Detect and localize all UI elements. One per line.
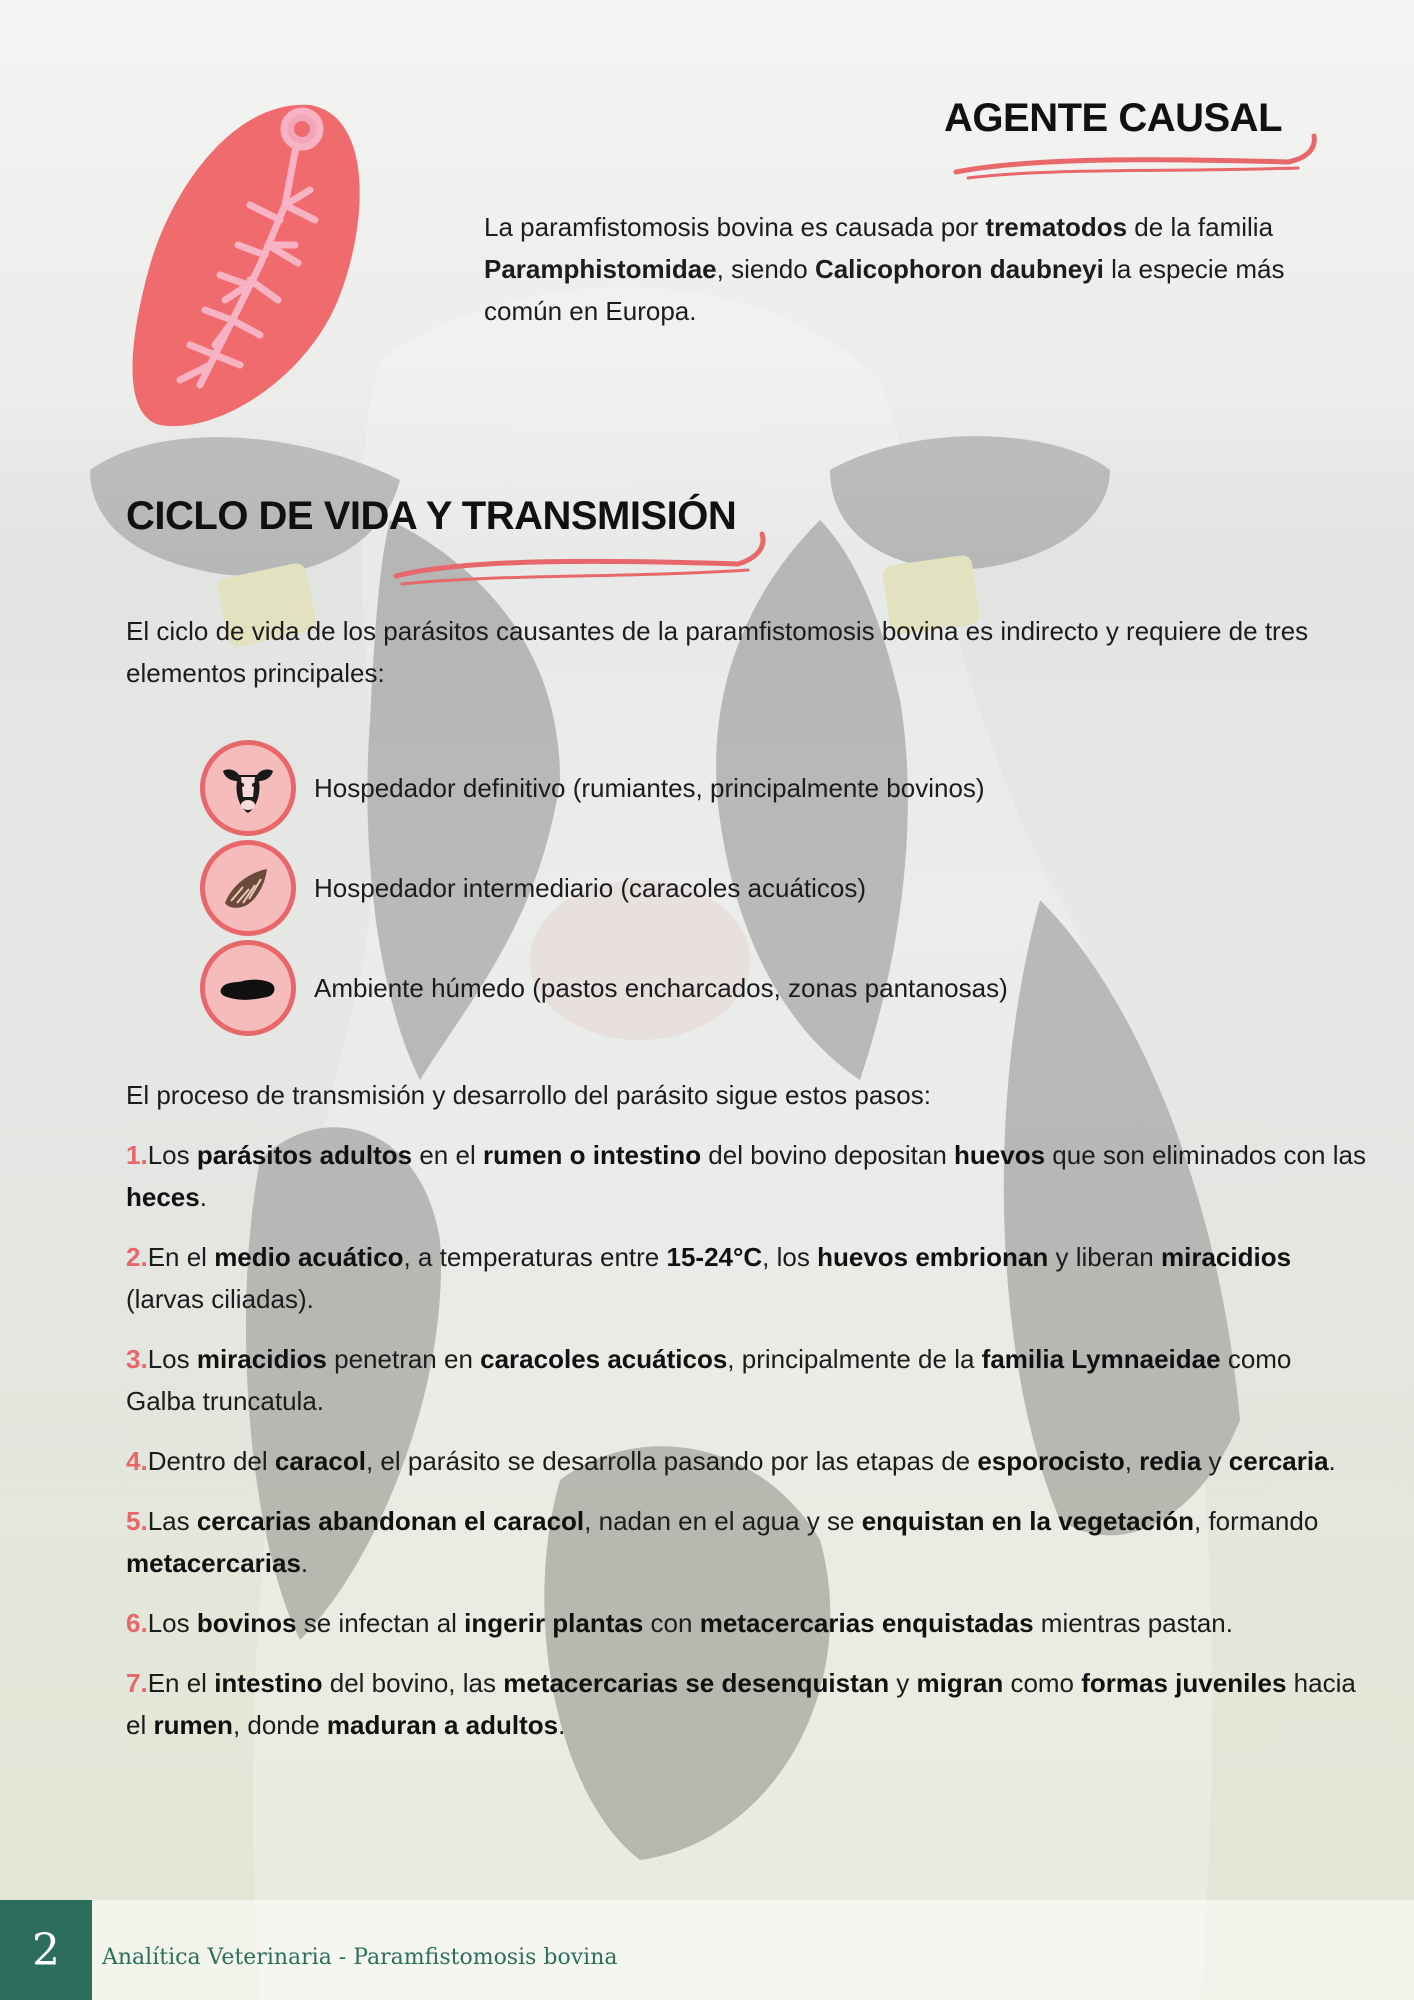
agent-section-title: AGENTE CAUSAL <box>944 96 1282 140</box>
step-4: 4.Dentro del caracol, el parásito se desarrolla pasando por las etapas de esporocisto, redia y cercaria. <box>126 1446 1336 1476</box>
step-7: 7.En el intestino del bovino, las metacercarias se desenquistan y migran como formas juveniles hacia el rumen, donde maduran a adultos. <box>126 1668 1356 1740</box>
page-footer <box>0 1900 1414 2000</box>
element-label: Ambiente húmedo (pastos encharcados, zonas pantanosas) <box>314 972 1008 1003</box>
liver-fluke-illustration <box>120 95 370 440</box>
puddle-icon <box>200 940 296 1036</box>
step-3: 3.Los miracidios penetran en caracoles acuáticos, principalmente de la familia Lymnaeidae como Galba truncatula. <box>126 1344 1292 1416</box>
step-2: 2.En el medio acuático, a temperaturas entre 15-24°C, los huevos embrionan y liberan miracidios (larvas ciliadas). <box>126 1242 1292 1314</box>
element-label: Hospedador intermediario (caracoles acuáticos) <box>314 872 867 903</box>
element-wet-environment <box>200 938 1200 1038</box>
process-intro: El proceso de transmisión y desarrollo del parásito sigue estos pasos: <box>126 1080 931 1110</box>
title-underline-swoosh <box>388 530 768 590</box>
element-intermediate-host <box>200 838 1200 938</box>
step-6: 6.Los bovinos se infectan al ingerir plantas con metacercarias enquistadas mientras pastan. <box>126 1608 1233 1638</box>
step-5: 5.Las cercarias abandonan el caracol, nadan en el agua y se enquistan en la vegetación, formando metacercarias. <box>126 1506 1319 1578</box>
element-definitive-host <box>200 738 1200 838</box>
cycle-intro: El ciclo de vida de los parásitos causantes de la paramfistomosis bovina es indirecto y requiere de tres elementos principales: <box>126 616 1309 688</box>
element-label: Hospedador definitivo (rumiantes, principalmente bovinos) <box>314 772 985 803</box>
title-underline-swoosh <box>948 128 1318 184</box>
transmission-steps <box>126 1134 1366 1764</box>
snail-shell-icon <box>200 840 296 936</box>
cycle-elements-list <box>200 738 1200 1038</box>
footer-title: Analítica Veterinaria - Paramfistomosis bovina <box>102 1944 618 1970</box>
cow-head-icon <box>200 740 296 836</box>
agent-description: La paramfistomosis bovina es causada por trematodos de la familia Paramphistomidae, siendo Calicophoron daubneyi la especie más común en Europa. <box>484 212 1285 326</box>
page-number: 2 <box>0 1900 92 2000</box>
step-1: 1.Los parásitos adultos en el rumen o intestino del bovino depositan huevos que son eliminados con las heces. <box>126 1140 1366 1212</box>
cycle-section-title: CICLO DE VIDA Y TRANSMISIÓN <box>126 494 737 538</box>
